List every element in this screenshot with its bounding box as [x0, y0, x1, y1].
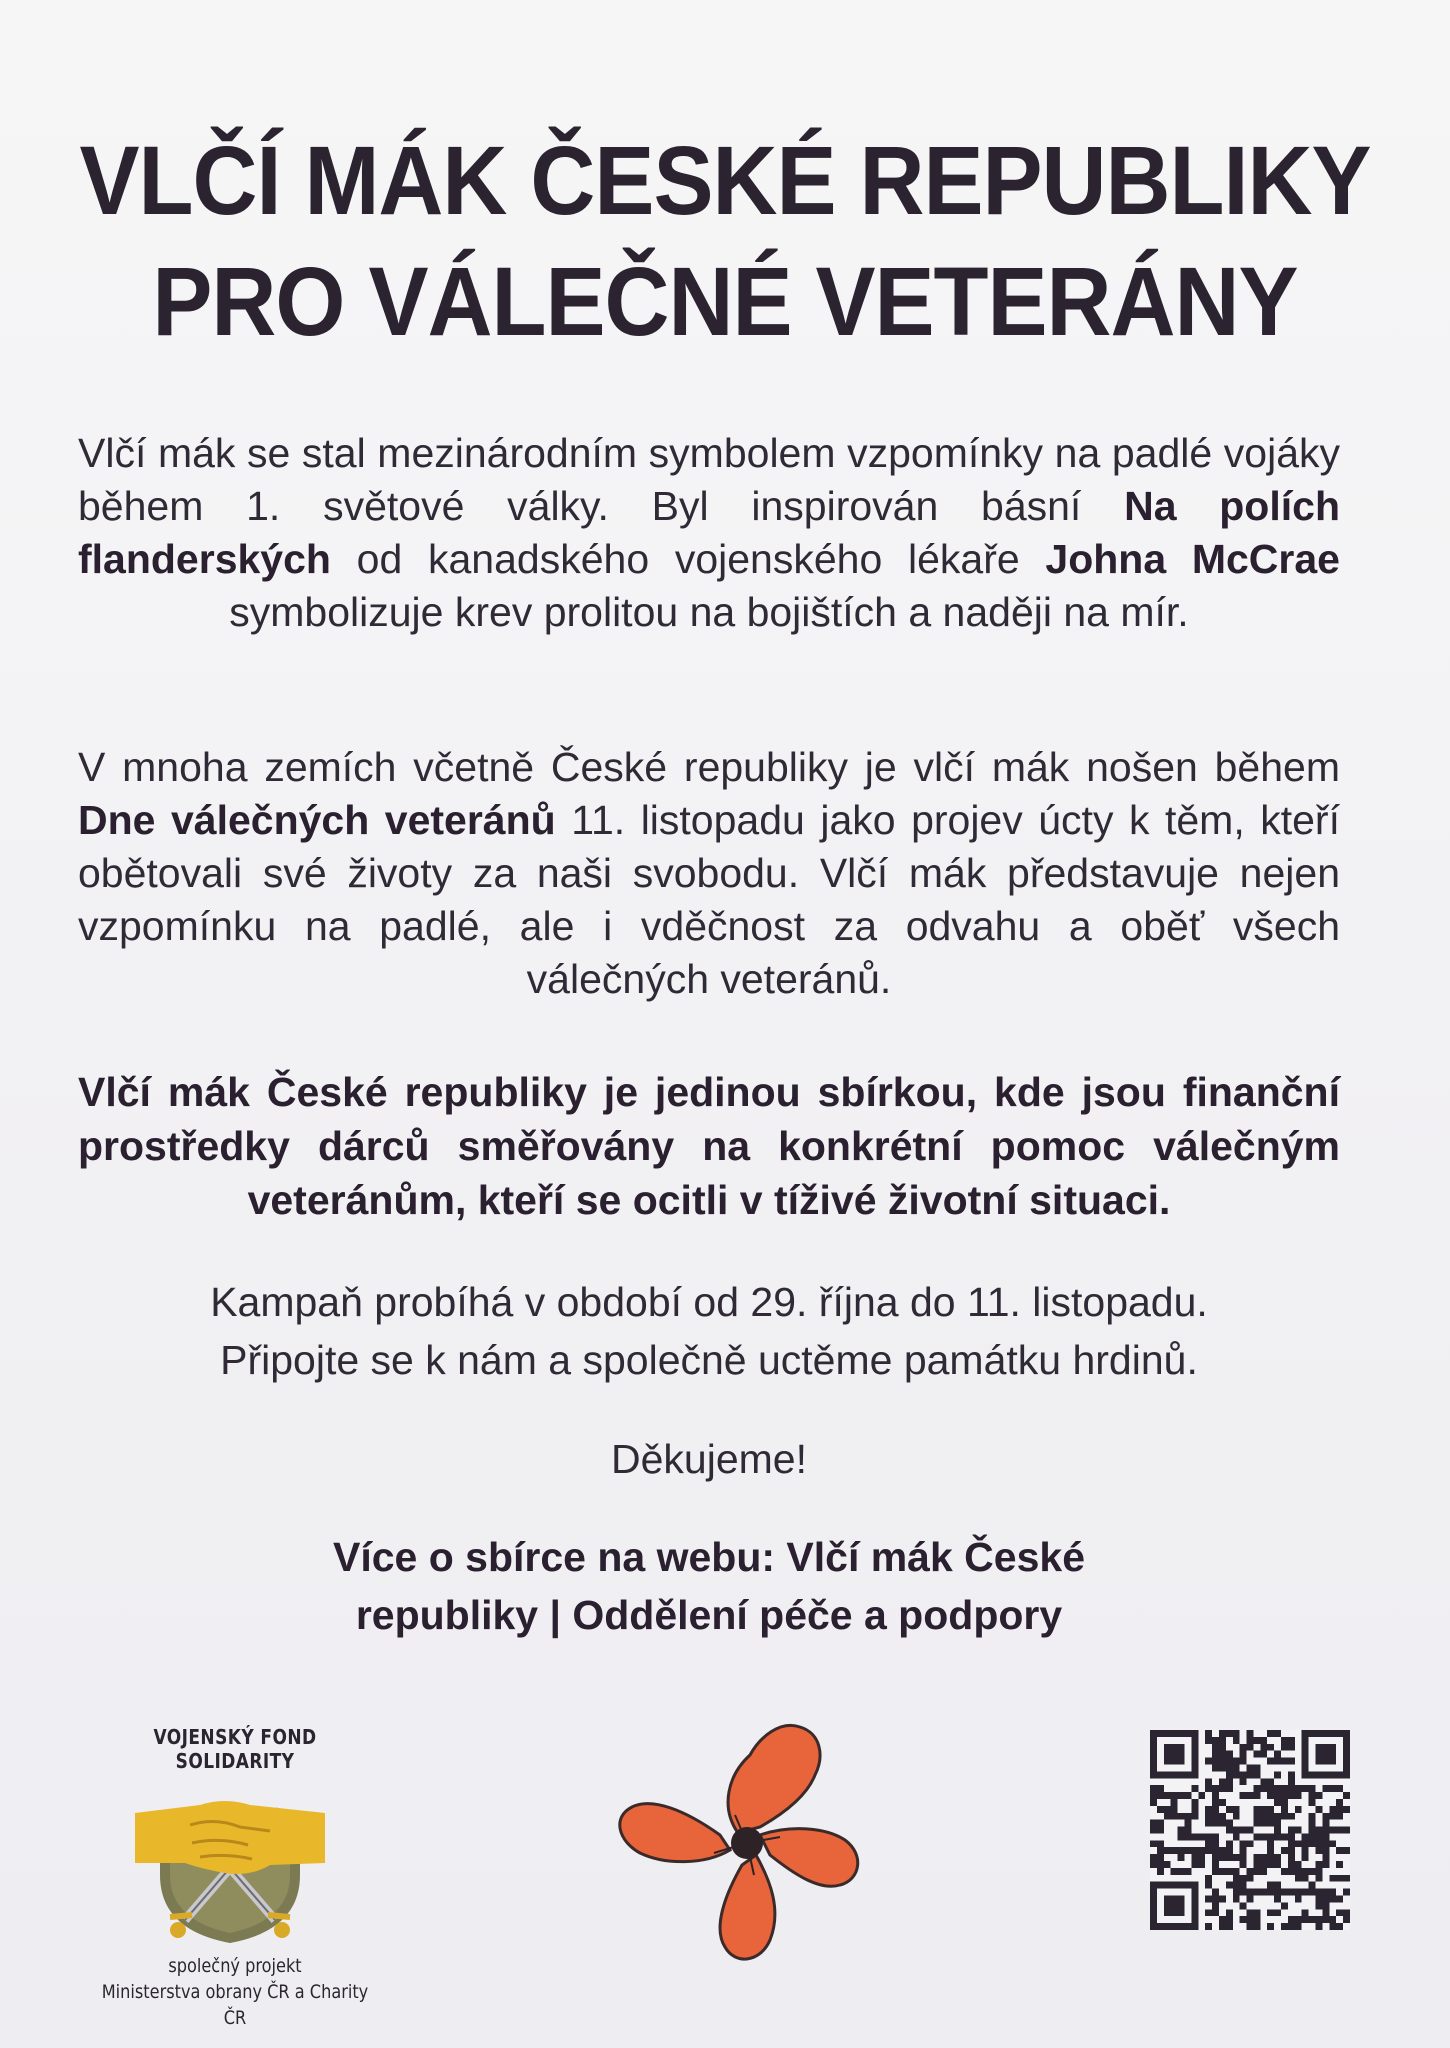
text-span: od kanadského vojenského lékaře: [330, 536, 1046, 582]
poster-title: [60, 121, 1390, 363]
paragraph-collection: Vlčí mák České republiky je jedinou sbírkou, kde jsou finanční prostředky dárců směřovány na konkrétní pomoc válečným veteránům, kteří se ocitli v tíživé životní situaci.: [78, 1069, 1340, 1223]
military-solidarity-fund-logo: [70, 1725, 420, 2029]
more-info: [78, 1528, 1340, 1644]
text-span: 11. listopadu jako projev úcty k těm, kteří obětovali své životy za naši svobodu. Vlčí mák představuje nejen vzpomínku na padlé, ale i vděčnost za odvahu a oběť všech válečných veteránů.: [78, 797, 1340, 1002]
poppy-flower-icon: [610, 1715, 880, 1965]
fund-name-line-2: SOLIDARITY: [175, 1749, 295, 1773]
campaign-info: [78, 1273, 1340, 1389]
text-span: Vlčí mák se stal mezinárodním symbolem vzpomínky na padlé vojáky během 1. světové války. Byl inspirován básní: [78, 430, 1340, 529]
veterans-day-name: Dne válečných veteránů: [78, 797, 556, 843]
text-span: V mnoha zemích včetně České republiky je vlčí mák nošen během: [78, 744, 1340, 790]
campaign-line-1: Kampaň probíhá v období od 29. října do 11. listopadu.: [210, 1279, 1208, 1325]
qr-code-icon[interactable]: [1150, 1730, 1350, 1930]
text-span: symbolizuje krev prolitou na bojištích a naději na mír.: [229, 589, 1189, 635]
more-info-line-1: Více o sbírce na webu: Vlčí mák České: [332, 1534, 1085, 1580]
title-line-1: VLČÍ MÁK ČESKÉ REPUBLIKY: [79, 127, 1371, 236]
paragraph-history: [78, 427, 1340, 639]
handshake-swords-shield-icon: [130, 1765, 330, 1950]
poem-title: Na polích flanderských: [78, 483, 1340, 582]
joint-project-text: [95, 1953, 376, 2031]
joint-line-1: společný projekt: [168, 1955, 302, 1977]
thanks-text: Děkujeme!: [611, 1436, 807, 1482]
campaign-line-2: Připojte se k nám a společně uctěme památku hrdinů.: [220, 1337, 1198, 1383]
paragraph-veterans-day: [78, 741, 1340, 1006]
author-name: Johna McCrae: [1045, 536, 1340, 582]
more-info-line-2: republiky | Oddělení péče a podpory: [355, 1592, 1063, 1638]
fund-name-line-1: VOJENSKÝ FOND: [153, 1725, 317, 1749]
joint-line-2: Ministerstva obrany ČR a Charity ČR: [101, 1981, 369, 2029]
title-line-2: PRO VÁLEČNÉ VETERÁNY: [152, 248, 1298, 357]
